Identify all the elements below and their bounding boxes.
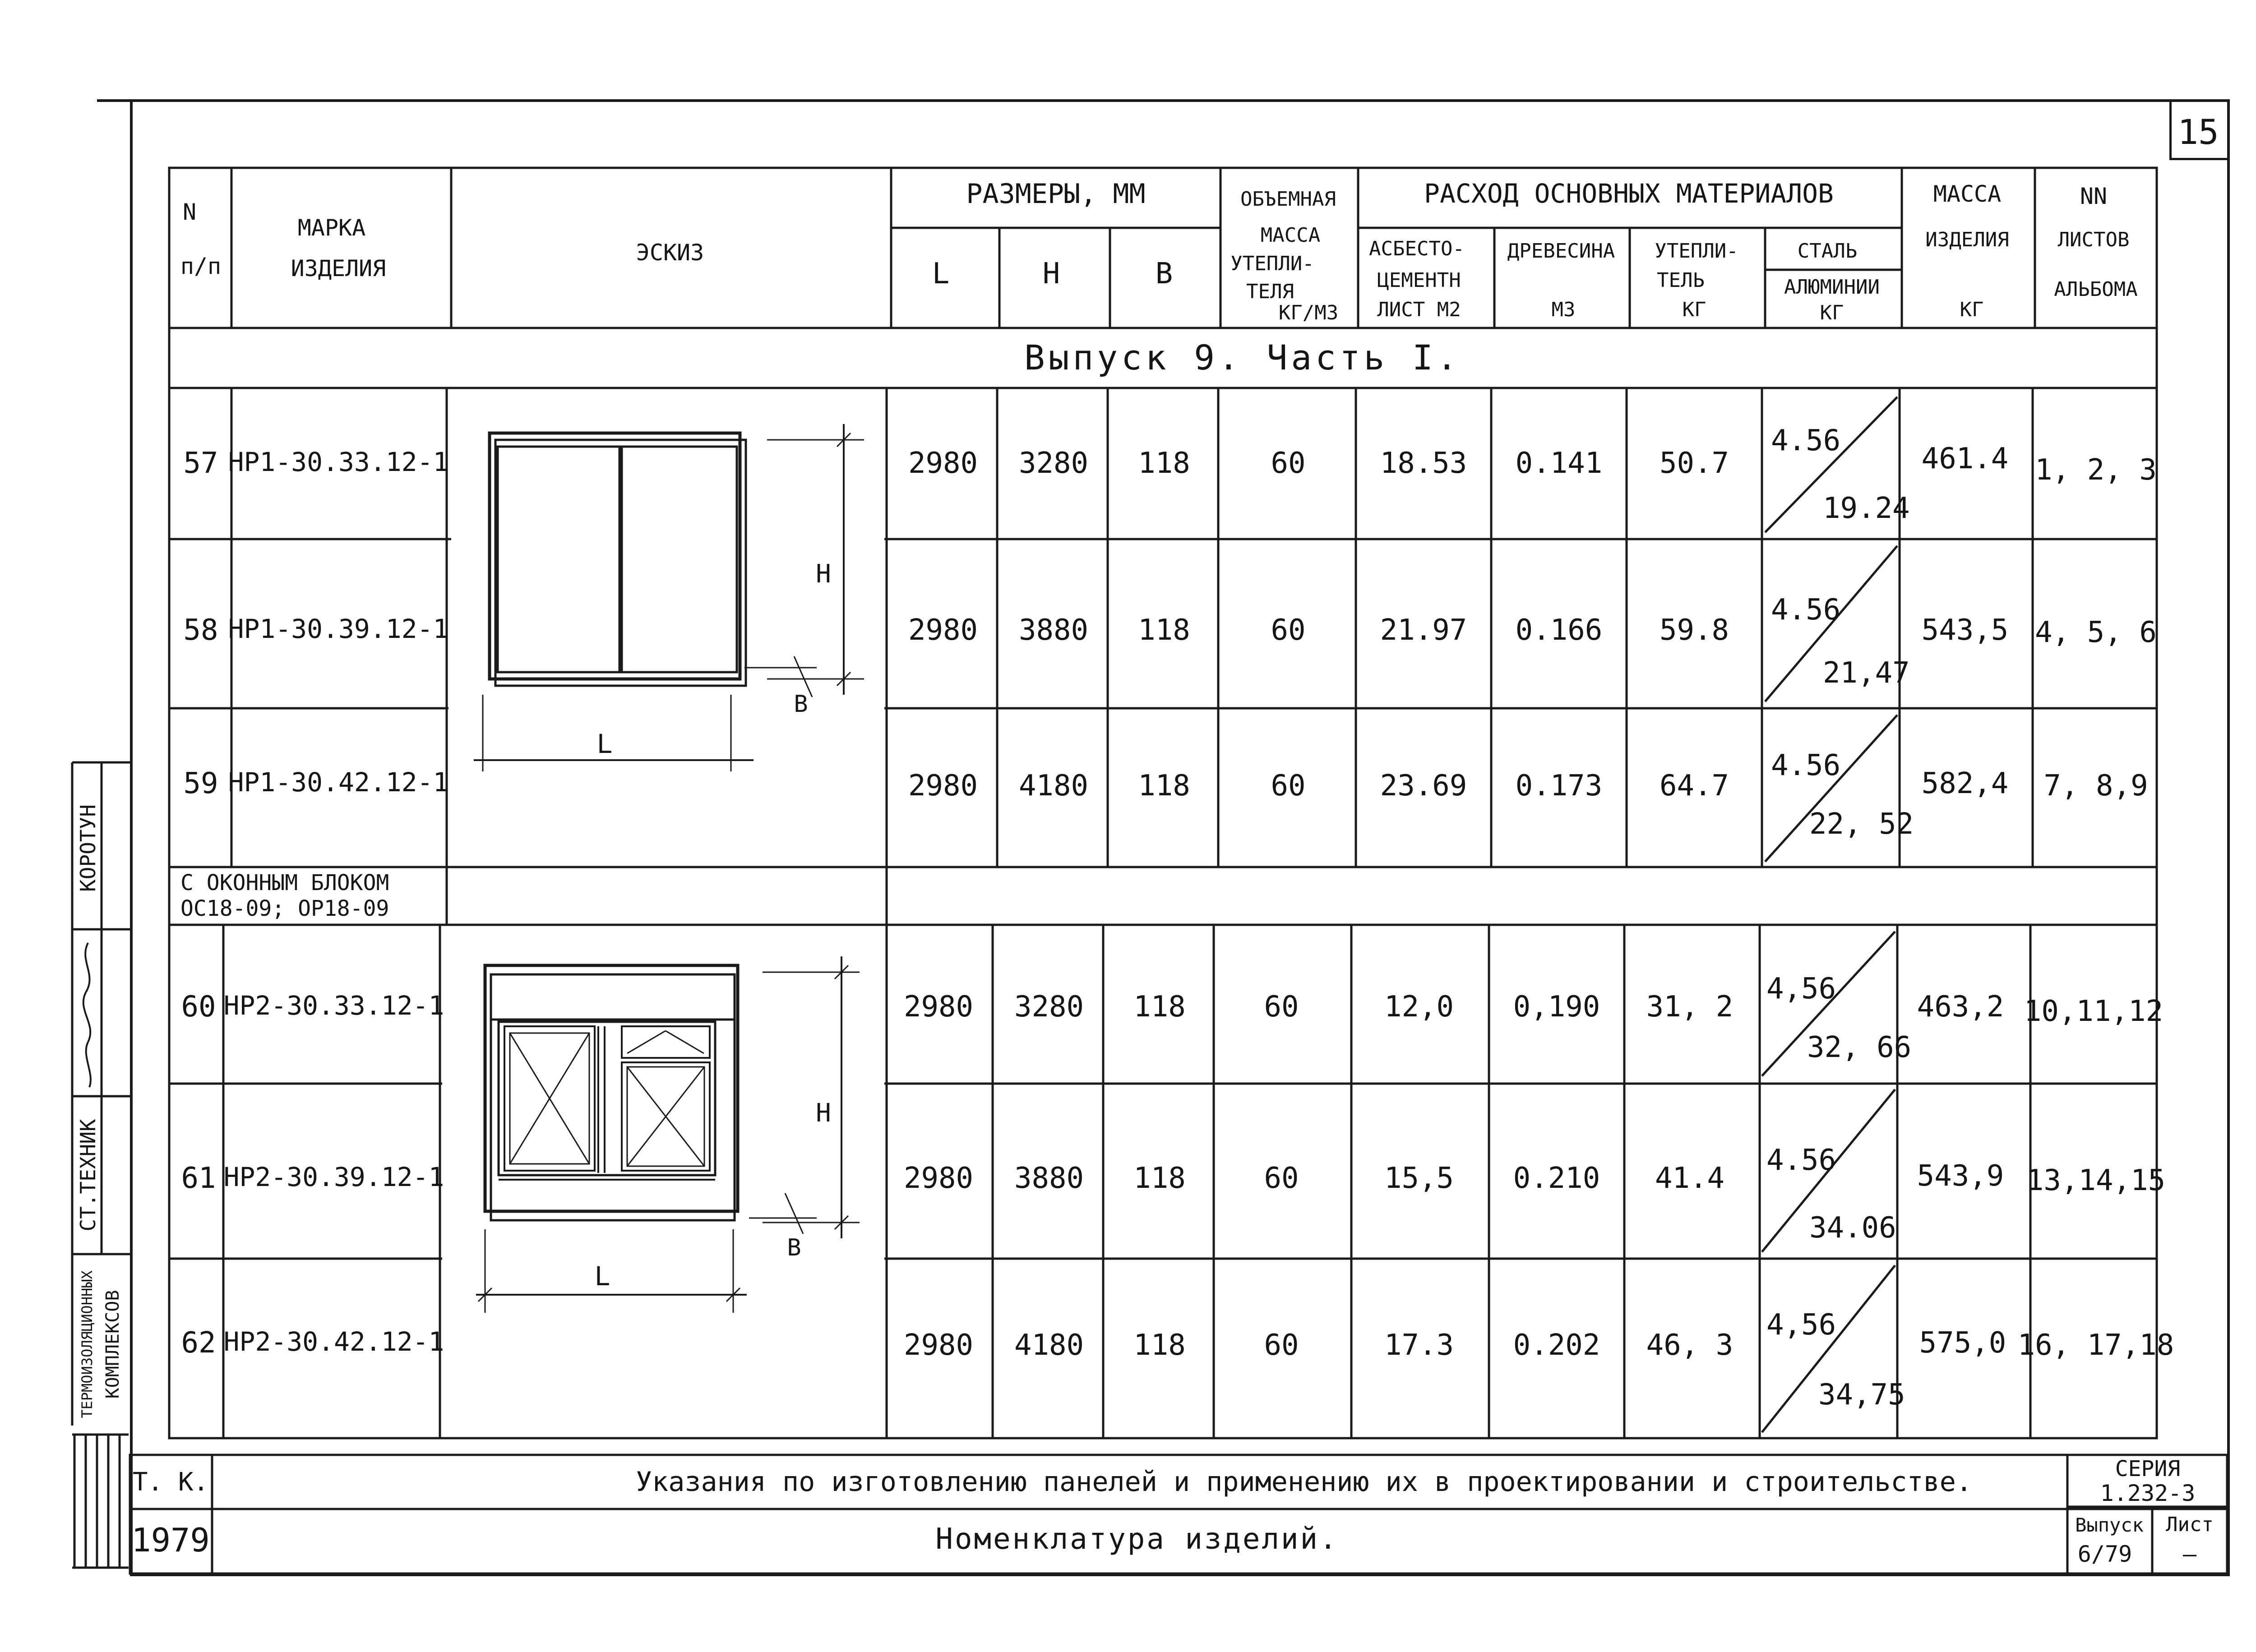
row-asbestos: 12,0 — [1384, 990, 1454, 1024]
sketch2-h-label: H — [816, 1098, 831, 1128]
header-mark-line2: ИЗДЕЛИЯ — [291, 255, 386, 281]
header-mass-l3: КГ — [1960, 298, 1984, 321]
header-num-line2: п/п — [180, 253, 222, 279]
row-l: 2980 — [908, 447, 978, 480]
row-b: 118 — [1138, 447, 1190, 480]
row-h: 3880 — [1014, 1162, 1084, 1195]
signature-mark — [83, 943, 91, 1087]
sketch2-l-label: L — [594, 1261, 610, 1292]
row-wood: 0.166 — [1515, 614, 1603, 647]
header-asb-l1: АСБЕСТО- — [1369, 237, 1465, 260]
row-mass: 582,4 — [1921, 767, 2009, 800]
header-steel-l3: КГ — [1820, 301, 1844, 324]
title-block-tk: Т. К. — [132, 1467, 209, 1497]
row-wood: 0.202 — [1513, 1329, 1600, 1362]
header-materials-group: РАСХОД ОСНОВНЫХ МАТЕРИАЛОВ — [1424, 178, 1834, 209]
stamp-org-line2: КОМПЛЕКСОВ — [102, 1290, 123, 1399]
title-block-line1: Указания по изготовлению панелей и применению их в проектировании и строительстве. — [635, 1466, 1973, 1498]
row-steel: 4.56 — [1766, 1144, 1836, 1177]
row-steel: 4.56 — [1771, 749, 1841, 782]
row-asbestos: 15,5 — [1384, 1162, 1454, 1195]
row-b: 118 — [1138, 614, 1190, 647]
row-insulation: 46, 3 — [1646, 1329, 1734, 1362]
row-mass: 543,5 — [1921, 614, 2009, 647]
row-steel: 4,56 — [1766, 972, 1836, 1006]
header-sketch: ЭСКИЗ — [636, 240, 704, 266]
header-sheets-l2: ЛИСТОВ — [2057, 228, 2130, 251]
row-l: 2980 — [903, 990, 974, 1024]
section-title: Выпуск 9. Часть I. — [1024, 337, 1461, 378]
row-sheets: 7, 8,9 — [2043, 769, 2148, 803]
row-number: 58 — [183, 614, 218, 647]
title-block-year: 1979 — [131, 1521, 210, 1559]
row-asbestos: 17.3 — [1384, 1329, 1454, 1362]
row-sheets: 1, 2, 3 — [2035, 453, 2157, 487]
row-steel: 4.56 — [1771, 593, 1841, 627]
row-h: 4180 — [1014, 1329, 1084, 1362]
row-asbestos: 18.53 — [1380, 447, 1467, 480]
subsection-label-line1: С ОКОННЫМ БЛОКОМ — [180, 870, 389, 895]
header-wood-l2: М3 — [1551, 298, 1576, 321]
row-steel: 4.56 — [1771, 424, 1841, 457]
header-mark-line1: МАРКА — [297, 215, 366, 241]
title-block-sheet-value: — — [2182, 1541, 2197, 1567]
sketch2-b-label: B — [787, 1234, 801, 1261]
row-aluminium: 34.06 — [1809, 1211, 1896, 1245]
row-asbestos: 23.69 — [1380, 769, 1467, 803]
header-density-l4: ТЕЛЯ — [1246, 280, 1294, 303]
header-mass-l1: МАССА — [1933, 181, 2002, 207]
header-sheets-l1: NN — [2080, 183, 2108, 209]
sketch1-l-label: L — [596, 729, 613, 759]
header-ins-l1: УТЕПЛИ- — [1655, 240, 1738, 263]
header-dim-l: L — [932, 257, 950, 291]
sketch1-h-label: H — [816, 559, 831, 589]
title-block-series-label: СЕРИЯ — [2115, 1456, 2181, 1481]
header-steel-l1: СТАЛЬ — [1797, 240, 1858, 263]
row-l: 2980 — [903, 1162, 974, 1195]
row-h: 4180 — [1018, 769, 1089, 803]
row-mass: 575,0 — [1919, 1326, 2006, 1360]
title-block-issue-value: 6/79 — [2077, 1541, 2132, 1567]
header-ins-l3: КГ — [1682, 298, 1706, 321]
row-number: 61 — [181, 1162, 216, 1195]
title-block-line2: Номенклатура изделий. — [935, 1523, 1339, 1556]
title-block-issue-label: Выпуск — [2075, 1514, 2144, 1536]
row-mass: 463,2 — [1917, 990, 2004, 1024]
title-block-series-value: 1.232-3 — [2100, 1480, 2196, 1506]
row-wood: 0.173 — [1515, 769, 1603, 803]
row-density: 60 — [1271, 447, 1306, 480]
header-density-l2: МАССА — [1260, 224, 1321, 247]
row-number: 57 — [183, 447, 218, 480]
row-aluminium: 34,75 — [1818, 1378, 1905, 1412]
row-sheets: 13,14,15 — [2026, 1164, 2166, 1197]
row-number: 60 — [181, 990, 216, 1024]
row-b: 118 — [1133, 990, 1186, 1024]
row-b: 118 — [1133, 1329, 1186, 1362]
row-sheets: 16, 17,18 — [2017, 1329, 2174, 1362]
row-mark: НР1-30.42.12-1 — [228, 767, 449, 798]
row-sheets: 4, 5, 6 — [2035, 616, 2157, 649]
header-mass-l2: ИЗДЕЛИЯ — [1925, 228, 2009, 251]
row-steel: 4,56 — [1766, 1308, 1836, 1342]
row-wood: 0,190 — [1513, 990, 1600, 1024]
row-density: 60 — [1271, 769, 1306, 803]
row-aluminium: 19.24 — [1823, 492, 1910, 525]
row-density: 60 — [1264, 1329, 1299, 1362]
header-dims-group: РАЗМЕРЫ, ММ — [966, 178, 1146, 210]
row-asbestos: 21.97 — [1380, 614, 1467, 647]
row-aluminium: 21,47 — [1823, 656, 1910, 690]
header-density-l5: КГ/М3 — [1278, 301, 1339, 324]
row-l: 2980 — [908, 769, 978, 803]
row-wood: 0.141 — [1515, 447, 1603, 480]
header-sheets-l3: АЛЬБОМА — [2054, 278, 2138, 301]
row-density: 60 — [1264, 990, 1299, 1024]
row-mark: НР2-30.33.12-1 — [223, 990, 444, 1021]
row-insulation: 31, 2 — [1646, 990, 1734, 1024]
row-h: 3280 — [1018, 447, 1089, 480]
row-insulation: 59.8 — [1659, 614, 1729, 647]
row-mark: НР2-30.42.12-1 — [223, 1326, 444, 1357]
row-sheets: 10,11,12 — [2024, 995, 2164, 1028]
row-l: 2980 — [908, 614, 978, 647]
header-density-l3: УТЕПЛИ- — [1230, 252, 1314, 275]
row-mark: НР1-30.33.12-1 — [228, 447, 449, 477]
header-ins-l2: ТЕЛЬ — [1657, 269, 1705, 292]
row-wood: 0.210 — [1513, 1162, 1600, 1195]
header-steel-l2: АЛЮМИНИИ — [1784, 276, 1880, 299]
row-aluminium: 22, 52 — [1809, 808, 1914, 841]
row-mass: 543,9 — [1917, 1159, 2004, 1193]
header-dim-h: H — [1042, 257, 1060, 291]
stamp-name: КОРОТУН — [76, 804, 100, 892]
row-aluminium: 32, 66 — [1807, 1031, 1912, 1064]
header-density-l1: ОБЪЕМНАЯ — [1240, 188, 1336, 211]
stamp-role: СТ.ТЕХНИК — [76, 1119, 100, 1232]
row-insulation: 64.7 — [1659, 769, 1729, 803]
header-asb-l2: ЦЕМЕНТН — [1377, 269, 1461, 292]
header-asb-l3: ЛИСТ М2 — [1377, 298, 1461, 321]
row-h: 3280 — [1014, 990, 1084, 1024]
row-insulation: 41.4 — [1655, 1162, 1725, 1195]
header-wood-l1: ДРЕВЕСИНА — [1507, 240, 1615, 263]
stamp-org-line1: ТЕРМОИЗОЛЯЦИОННЫХ — [79, 1270, 96, 1418]
row-b: 118 — [1138, 769, 1190, 803]
row-number: 59 — [183, 767, 218, 800]
title-block-sheet-label: Лист — [2166, 1513, 2214, 1536]
row-b: 118 — [1133, 1162, 1186, 1195]
row-density: 60 — [1264, 1162, 1299, 1195]
row-number: 62 — [181, 1326, 216, 1360]
row-h: 3880 — [1018, 614, 1089, 647]
row-mark: НР2-30.39.12-1 — [223, 1162, 444, 1192]
row-mass: 461.4 — [1921, 442, 2009, 475]
sketch1-b-label: B — [794, 691, 808, 718]
header-dim-b: B — [1155, 257, 1173, 291]
row-mark: НР1-30.39.12-1 — [228, 614, 449, 644]
subsection-label-line2: ОС18-09; ОР18-09 — [180, 896, 389, 921]
row-l: 2980 — [903, 1329, 974, 1362]
header-num-line1: N — [182, 199, 197, 225]
row-density: 60 — [1271, 614, 1306, 647]
row-insulation: 50.7 — [1659, 447, 1729, 480]
sheet-number: 15 — [2177, 112, 2219, 152]
